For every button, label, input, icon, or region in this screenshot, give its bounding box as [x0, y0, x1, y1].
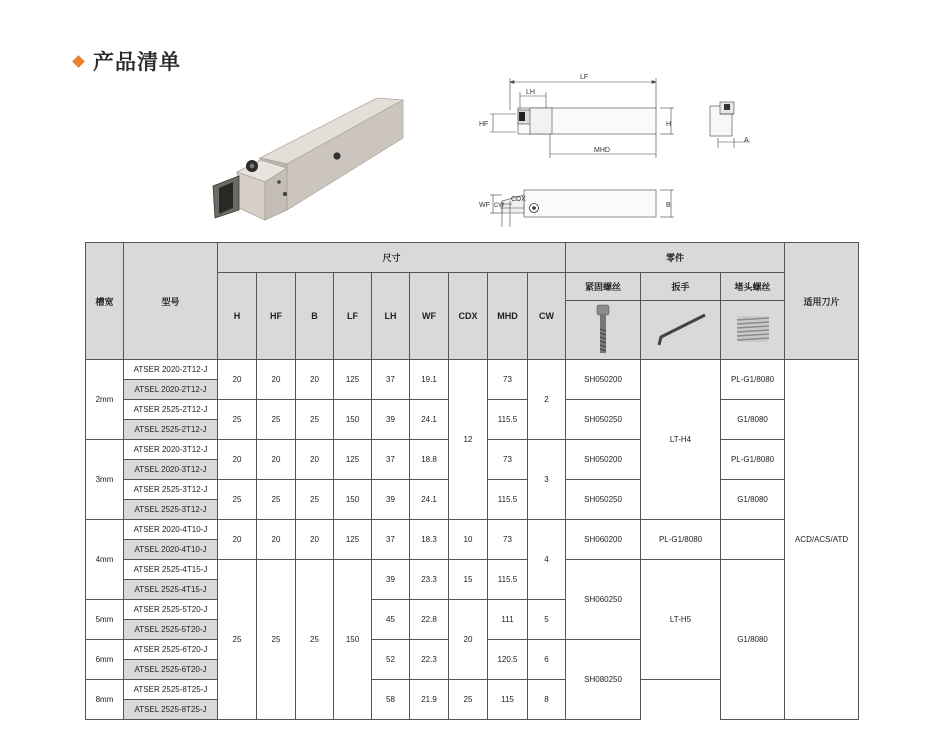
- groove-3mm: 3mm: [86, 440, 124, 520]
- plug-cell: PL-G1/8080: [721, 440, 785, 480]
- screw-cell: SH050250: [566, 480, 641, 520]
- screw-cell: SH050250: [566, 400, 641, 440]
- hf-label: HF: [479, 121, 489, 128]
- model-cell: ATSER 2525-4T15-J: [124, 560, 218, 580]
- lh-cell: 58: [372, 680, 410, 720]
- b-cell: 20: [296, 440, 334, 480]
- wf-header: WF: [410, 273, 449, 360]
- lf-cell: 125: [334, 520, 372, 560]
- lh-cell: 39: [372, 560, 410, 600]
- cw-cell: 5: [528, 600, 566, 640]
- groove-6mm: 6mm: [86, 640, 124, 680]
- model-cell: ATSER 2020-4T10-J: [124, 520, 218, 540]
- lh-cell: 52: [372, 640, 410, 680]
- lh-cell: 37: [372, 360, 410, 400]
- wf-cell: 22.8: [410, 600, 449, 640]
- hf-cell: 20: [257, 520, 296, 560]
- groove-8mm: 8mm: [86, 680, 124, 720]
- model-cell: ATSER 2525-6T20-J: [124, 640, 218, 660]
- cdx-header: CDX: [449, 273, 488, 360]
- wf-cell: 24.1: [410, 400, 449, 440]
- insert-header: 适用刀片: [785, 243, 859, 360]
- hf-cell: 20: [257, 440, 296, 480]
- h-cell: 25: [218, 560, 257, 720]
- b-cell: 25: [296, 560, 334, 720]
- groove-2mm: 2mm: [86, 360, 124, 440]
- h-cell: 20: [218, 360, 257, 400]
- hex-wrench-icon: [653, 311, 709, 347]
- cw-cell: 6: [528, 640, 566, 680]
- plug-screw-icon: [733, 312, 773, 346]
- model-header: 型号: [124, 243, 218, 360]
- model-cell: ATSEL 2525-4T15-J: [124, 580, 218, 600]
- h-cell: 25: [218, 480, 257, 520]
- cdx-label: CDX: [511, 196, 526, 203]
- wf-cell: 18.3: [410, 520, 449, 560]
- h-cell: 25: [218, 400, 257, 440]
- b-cell: 25: [296, 400, 334, 440]
- wf-cell: 22.3: [410, 640, 449, 680]
- b-cell: 20: [296, 520, 334, 560]
- h-label: H: [666, 121, 672, 128]
- lh-cell: 45: [372, 600, 410, 640]
- lh-cell: 37: [372, 520, 410, 560]
- model-cell: ATSEL 2525-3T12-J: [124, 500, 218, 520]
- lh-header: LH: [372, 273, 410, 360]
- wrench-cell: LT-H5: [641, 560, 721, 680]
- a-label: A: [744, 137, 749, 144]
- wrench-image: [641, 301, 721, 360]
- cw-label: CW: [494, 203, 504, 209]
- wrench-cell: LT-H4: [641, 360, 721, 520]
- plug-cell: PL-G1/8080: [641, 520, 721, 560]
- lf-cell: 125: [334, 360, 372, 400]
- mhd-cell: 111: [488, 600, 528, 640]
- lf-cell: 125: [334, 440, 372, 480]
- section-header: [74, 46, 181, 76]
- wf-cell: 19.1: [410, 360, 449, 400]
- mhd-cell: 115.5: [488, 480, 528, 520]
- cdx-cell: 12: [449, 360, 488, 520]
- top-view-drawing: [476, 183, 676, 231]
- plug-image: [721, 301, 785, 360]
- model-cell: ATSEL 2020-4T10-J: [124, 540, 218, 560]
- lh-cell: 39: [372, 480, 410, 520]
- wf-cell: 24.1: [410, 480, 449, 520]
- model-cell: ATSER 2525-5T20-J: [124, 600, 218, 620]
- mhd-cell: 73: [488, 440, 528, 480]
- model-cell: ATSEL 2525-5T20-J: [124, 620, 218, 640]
- wf-cell: 18.8: [410, 440, 449, 480]
- model-cell: ATSEL 2525-6T20-J: [124, 660, 218, 680]
- h-cell: 20: [218, 440, 257, 480]
- dimensions-header: 尺寸: [218, 243, 566, 273]
- mhd-cell: 115.5: [488, 400, 528, 440]
- screw-image: [566, 301, 641, 360]
- lh-label: LH: [526, 89, 535, 96]
- groove-5mm: 5mm: [86, 600, 124, 640]
- screw-cell: SH060200: [566, 520, 641, 560]
- insert-cell: ACD/ACS/ATD: [785, 360, 859, 720]
- model-cell: ATSER 2020-2T12-J: [124, 360, 218, 380]
- tool-holder-image: [205, 90, 415, 230]
- h-cell: 20: [218, 520, 257, 560]
- model-cell: ATSEL 2020-3T12-J: [124, 460, 218, 480]
- mhd-header: MHD: [488, 273, 528, 360]
- model-cell: ATSER 2525-2T12-J: [124, 400, 218, 420]
- screw-cell: SH050200: [566, 440, 641, 480]
- hf-cell: 25: [257, 480, 296, 520]
- hf-header: HF: [257, 273, 296, 360]
- lf-label: LF: [580, 74, 589, 81]
- lf-cell: 150: [334, 480, 372, 520]
- mhd-cell: 73: [488, 360, 528, 400]
- cw-cell: 3: [528, 440, 566, 520]
- screw-cell: SH060250: [566, 560, 641, 640]
- cw-cell: 8: [528, 680, 566, 720]
- cdx-cell: 10: [449, 520, 488, 560]
- b-label: B: [666, 202, 671, 209]
- plug-header: 堵头螺丝: [721, 273, 785, 301]
- b-cell: 20: [296, 360, 334, 400]
- parts-header: 零件: [566, 243, 785, 273]
- plug-cell: PL-G1/8080: [721, 360, 785, 400]
- cw-cell: 2: [528, 360, 566, 440]
- b-header: B: [296, 273, 334, 360]
- lf-cell: 150: [334, 400, 372, 440]
- groove-4mm: 4mm: [86, 520, 124, 600]
- plug-cell: G1/8080: [721, 560, 785, 720]
- model-cell: ATSEL 2020-2T12-J: [124, 380, 218, 400]
- screw-icon: [593, 303, 613, 355]
- model-cell: ATSEL 2525-2T12-J: [124, 420, 218, 440]
- wrench-header: 扳手: [641, 273, 721, 301]
- cdx-cell: 25: [449, 680, 488, 720]
- product-spec-table: [85, 242, 859, 720]
- cdx-cell: 15: [449, 560, 488, 600]
- wf-label: WF: [479, 202, 490, 209]
- model-cell: ATSER 2525-8T25-J: [124, 680, 218, 700]
- screw-header: 紧固螺丝: [566, 273, 641, 301]
- cw-cell: 4: [528, 520, 566, 600]
- mhd-cell: 73: [488, 520, 528, 560]
- b-cell: 25: [296, 480, 334, 520]
- lh-cell: 39: [372, 400, 410, 440]
- hf-cell: 25: [257, 400, 296, 440]
- plug-cell: G1/8080: [721, 400, 785, 440]
- mhd-cell: 120.5: [488, 640, 528, 680]
- model-cell: ATSEL 2525-8T25-J: [124, 700, 218, 720]
- wf-cell: 21.9: [410, 680, 449, 720]
- section-title: 产品清单: [93, 50, 181, 74]
- mhd-cell: 115: [488, 680, 528, 720]
- front-view-drawing: [704, 98, 760, 152]
- plug-cell: G1/8080: [721, 480, 785, 520]
- wf-cell: 23.3: [410, 560, 449, 600]
- h-header: H: [218, 273, 257, 360]
- diamond-bullet-icon: [72, 55, 85, 68]
- lf-header: LF: [334, 273, 372, 360]
- lh-cell: 37: [372, 440, 410, 480]
- groove-width-header: 槽宽: [86, 243, 124, 360]
- screw-cell: SH050200: [566, 360, 641, 400]
- mhd-label: MHD: [594, 147, 610, 154]
- screw-cell: SH080250: [566, 640, 641, 720]
- model-cell: ATSER 2525-3T12-J: [124, 480, 218, 500]
- model-cell: ATSER 2020-3T12-J: [124, 440, 218, 460]
- cdx-cell: 20: [449, 600, 488, 680]
- hf-cell: 20: [257, 360, 296, 400]
- mhd-cell: 115.5: [488, 560, 528, 600]
- lf-cell: 150: [334, 560, 372, 720]
- side-view-drawing: [476, 70, 676, 170]
- hf-cell: 25: [257, 560, 296, 720]
- cw-header: CW: [528, 273, 566, 360]
